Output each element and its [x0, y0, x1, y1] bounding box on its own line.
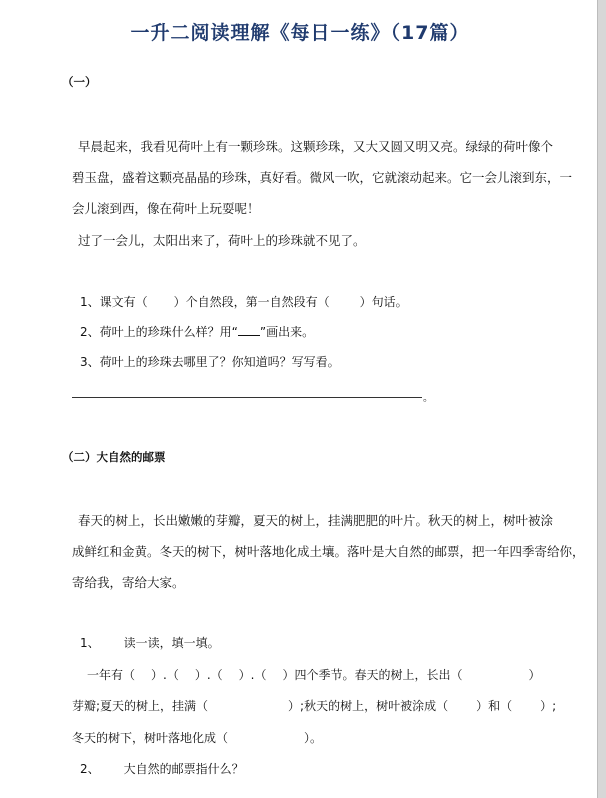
underline-mark [238, 323, 260, 336]
section1-paragraph2: 过了一会儿，太阳出来了，荷叶上的珍珠就不见了。 [78, 233, 366, 248]
section1-heading: （一） [62, 75, 97, 89]
section1-paragraph-line2: 碧玉盘，盛着这颗亮晶晶的珍珠，真好看。微风一吹，它就滚动起来。它一会儿滚到东，一 [72, 170, 573, 185]
section2-paragraph-line1: 春天的树上，长出嫩嫩的芽瓣，夏天的树上，挂满肥肥的叶片。秋天的树上，树叶被涂 [78, 513, 554, 528]
q1-part-c: ）句话。 [359, 295, 408, 309]
fill2-text-d: ）; [540, 699, 557, 713]
question-text: 读一读，填一填。 [123, 636, 220, 650]
q2-part-a: 2、荷叶上的珍珠什么样？用“ [80, 325, 238, 339]
section2-question-1 [80, 634, 220, 651]
fill1-text-e: ）四个季节。春天的树上，长出（ [282, 668, 463, 682]
section1-question-3: 3、荷叶上的珍珠去哪里了？你知道吗？写写看。 [80, 355, 340, 369]
section2-question-2 [80, 760, 244, 777]
answer-line-end: 。 [423, 393, 433, 404]
fill2-text-b: ）;秋天的树上，树叶被涂成（ [288, 699, 449, 713]
page-title: 一升二阅读理解《每日一练》（17篇） [130, 22, 470, 44]
section2-paragraph-line2: 成鲜红和金黄。冬天的树下，树叶落地化成土壤。落叶是大自然的邮票，把一年四季寄给你， [72, 544, 585, 559]
fill-line-1 [87, 666, 541, 683]
q1-part-b: ）个自然段，第一自然段有（ [173, 295, 330, 309]
question-number: 2、 [80, 762, 100, 776]
q1-part-a: 1、课文有（ [80, 295, 148, 309]
fill3-text-b: ）。 [304, 731, 323, 745]
fill1-text-f: ） [528, 668, 541, 682]
fill2-text-a: 芽瓣;夏天的树上，挂满（ [72, 699, 209, 713]
section2-paragraph-line3: 寄给我，寄给大家。 [72, 575, 185, 590]
fill3-text-a: 冬天的树下，树叶落地化成（ [72, 731, 229, 745]
fill1-text-b: ）.（ [151, 668, 179, 682]
answer-line[interactable] [72, 397, 422, 398]
fill-line-3 [72, 729, 322, 746]
section1-question-2 [80, 323, 314, 340]
q2-part-b: ”画出来。 [259, 325, 315, 339]
section1-paragraph-line1: 早晨起来，我看见荷叶上有一颗珍珠。这颗珍珠，又大又圆又明又亮。绿绿的荷叶像个 [78, 139, 554, 154]
page-edge [598, 0, 606, 798]
section1-question-1 [80, 293, 408, 310]
fill1-text-d: ）.（ [238, 668, 267, 682]
fill1-text-c: ）.（ [194, 668, 223, 682]
fill2-text-c: ）和（ [476, 699, 513, 713]
fill-line-2 [72, 697, 556, 714]
question-text: 大自然的邮票指什么？ [123, 762, 244, 776]
section1-paragraph-line3: 会儿滚到西，像在荷叶上玩耍呢！ [72, 201, 260, 216]
question-number: 1、 [80, 636, 100, 650]
section2-heading: （二）大自然的邮票 [62, 450, 166, 464]
fill1-text-a: 一年有（ [87, 668, 136, 682]
